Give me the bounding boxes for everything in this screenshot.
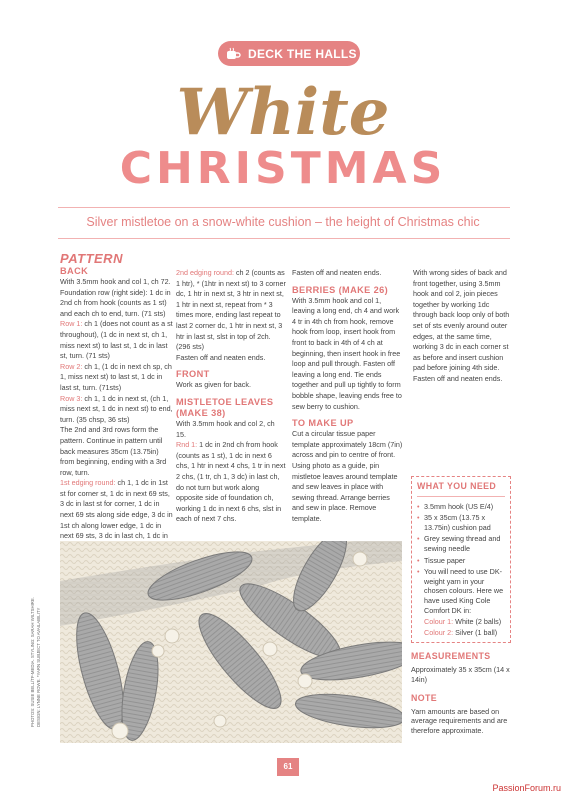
- leaves-heading: MISTLETOE LEAVES (MAKE 38): [176, 396, 274, 418]
- edging-round-2: 2nd edging round: ch 2 (counts as 1 htr), * (1htr in next st) to 3 corner dc, 1 htr in next st, 3 htr in next st, 1 htr in next st, repeat from * 3 times more, ending last repeat to last 2 corner dc, 1 htr in next st, 3 htr in last st, slst in top of 2ch. (296 sts): [176, 268, 286, 352]
- makeup-heading: TO MAKE UP: [292, 418, 354, 429]
- subtitle: Silver mistletoe on a snow-white cushion – the height of Christmas chic: [86, 215, 480, 229]
- divider-top: [58, 207, 510, 208]
- teacup-icon: [224, 45, 242, 63]
- makeup-text-1: Cut a circular tissue paper template approximately 18cm (7in) across and pin to centre of front. Using photo as a guide, pin mistletoe leaves around template and sew leaves in place with sewing thread. Arrange berries and sew in place. Remove template.: [292, 429, 403, 523]
- cushion-photo: [60, 541, 402, 743]
- front-text: Work as given for back.: [176, 380, 251, 390]
- page-number: 61: [277, 758, 299, 776]
- title-caps: CHRISTMAS: [119, 143, 447, 194]
- repeat-instructions: The 2nd and 3rd rows form the pattern. Continue in pattern until back measures 35cm (13.75in) from beginning, ending with a 3rd row, turn.: [60, 425, 167, 477]
- title-script: White: [176, 75, 390, 150]
- badge-label: DECK THE HALLS: [248, 46, 357, 61]
- pattern-column-2: [176, 268, 286, 525]
- pattern-column-1: [60, 252, 173, 574]
- berries-text: With 3.5mm hook and col 1, leaving a long end, ch 4 and work 4 tr in 4th ch from hook, remove hook from loop, insert hook from front to back in 4th of 4 ch at beginning, then insert hook in free loop and pull through. Fasten off leaving a long end. Tie ends together and pull up tightly to form bobble shape, leaving ends free to sew berry to cushion.: [292, 295, 402, 411]
- what-you-need-panel: [411, 476, 511, 735]
- measurements-text: Approximately 35 x 35cm (14 x 14in): [411, 665, 510, 684]
- front-heading: FRONT: [176, 369, 210, 380]
- leaves-intro: With 3.5mm hook and col 2, ch 15.: [176, 418, 275, 439]
- watermark: PassionForum.ru: [492, 783, 561, 793]
- pattern-column-4: [413, 268, 513, 385]
- note-heading: NOTE: [411, 692, 438, 703]
- section-badge: [218, 41, 360, 66]
- pattern-column-3: [292, 268, 403, 524]
- leaves-round-1: Rnd 1: 1 dc in 2nd ch from hook (counts as 1 st), 1 dc in next 6 chs, 1 htr in next 4 chs, 1 tr in next 2 chs, (1 tr, ch 1, 3 dc) in last ch, do not turn but work along opposite side of foundation ch, working 1 dc in next 6 chs, slst in each of next 7 chs.: [176, 440, 286, 524]
- measurements-heading: MEASUREMENTS: [411, 651, 491, 662]
- row-2: Row 2: ch 1, (1 dc in next ch sp, ch 1, miss next st) to last st, 1 dc in last st, turn. (71sts): [60, 361, 172, 392]
- list-item: • 3.5mm hook (US E/4): [417, 502, 505, 512]
- colour-2: Colour 2: Silver (1 ball): [424, 627, 498, 637]
- back-fasten-off: Fasten off and neaten ends.: [176, 352, 266, 362]
- makeup-fasten-off: Fasten off and neaten ends.: [413, 373, 503, 383]
- pattern-heading: PATTERN: [60, 251, 123, 266]
- list-item: • Grey sewing thread and sewing needle: [417, 534, 505, 553]
- what-you-need-heading: WHAT YOU NEED: [417, 482, 505, 497]
- photo-credit: PHOTOS: SUSIE BELL/TF-MEDIA. STYLING: SARAH WILTSHIRE. DESIGN: LYNNE ROWE. *YARN SUBJECT TO AVAILABILITY: [30, 597, 41, 727]
- what-you-need-box: [411, 476, 511, 643]
- back-intro: With 3.5mm hook and col 1, ch 72.: [60, 277, 171, 286]
- note-text: Yarn amounts are based on average requirements and are therefore approximate.: [411, 706, 508, 735]
- divider-bottom: [58, 238, 510, 239]
- back-heading: BACK: [60, 266, 89, 276]
- makeup-text-2: With wrong sides of back and front together, using 3.5mm hook and col 2, join pieces together by working 1dc through back loop only of both set of sts evenly around outer edges, at the same time, working 3 dc in each corner st as before and insert cushion pad before joining 4th side.: [413, 268, 510, 373]
- supplies-list: [417, 502, 505, 616]
- row-1: Row 1: ch 1 (does not count as a st throughout), (1 dc in next st, ch 1, miss next st) to last st, 1 dc in last st, turn. (71 sts): [60, 319, 173, 361]
- colour-1: Colour 1: White (2 balls): [424, 617, 502, 627]
- list-item: • Tissue paper: [417, 556, 505, 566]
- row-3: Row 3: ch 1, 1 dc in next st, (ch 1, miss next st, 1 dc in next st) to end, turn. (35 chsp, 36 sts): [60, 393, 173, 424]
- berries-heading: BERRIES (MAKE 26): [292, 284, 389, 295]
- foundation-row: Foundation row (right side): 1 dc in 2nd ch from hook (counts as 1 st) and each ch to end, turn. (71 sts): [60, 287, 171, 318]
- list-item: • 35 x 35cm (13.75 x 13.75in) cushion pad: [417, 513, 505, 532]
- leaves-fasten-off: Fasten off and neaten ends.: [292, 268, 382, 277]
- list-item: • You will need to use DK-weight yarn in your chosen colours. Here we have used King Cole Comfort DK in:: [417, 567, 505, 615]
- edging-round-1: 1st edging round: ch 1, 1 dc in 1st st for corner st, 1 dc in next 69 sts, 3 dc in last st for corner, 1 dc in next 69 sts along side edge, 3 dc in 1st ch along lower edge, 1 dc in next 69 sts, 3 dc in last ch, 1 dc in: [60, 478, 173, 541]
